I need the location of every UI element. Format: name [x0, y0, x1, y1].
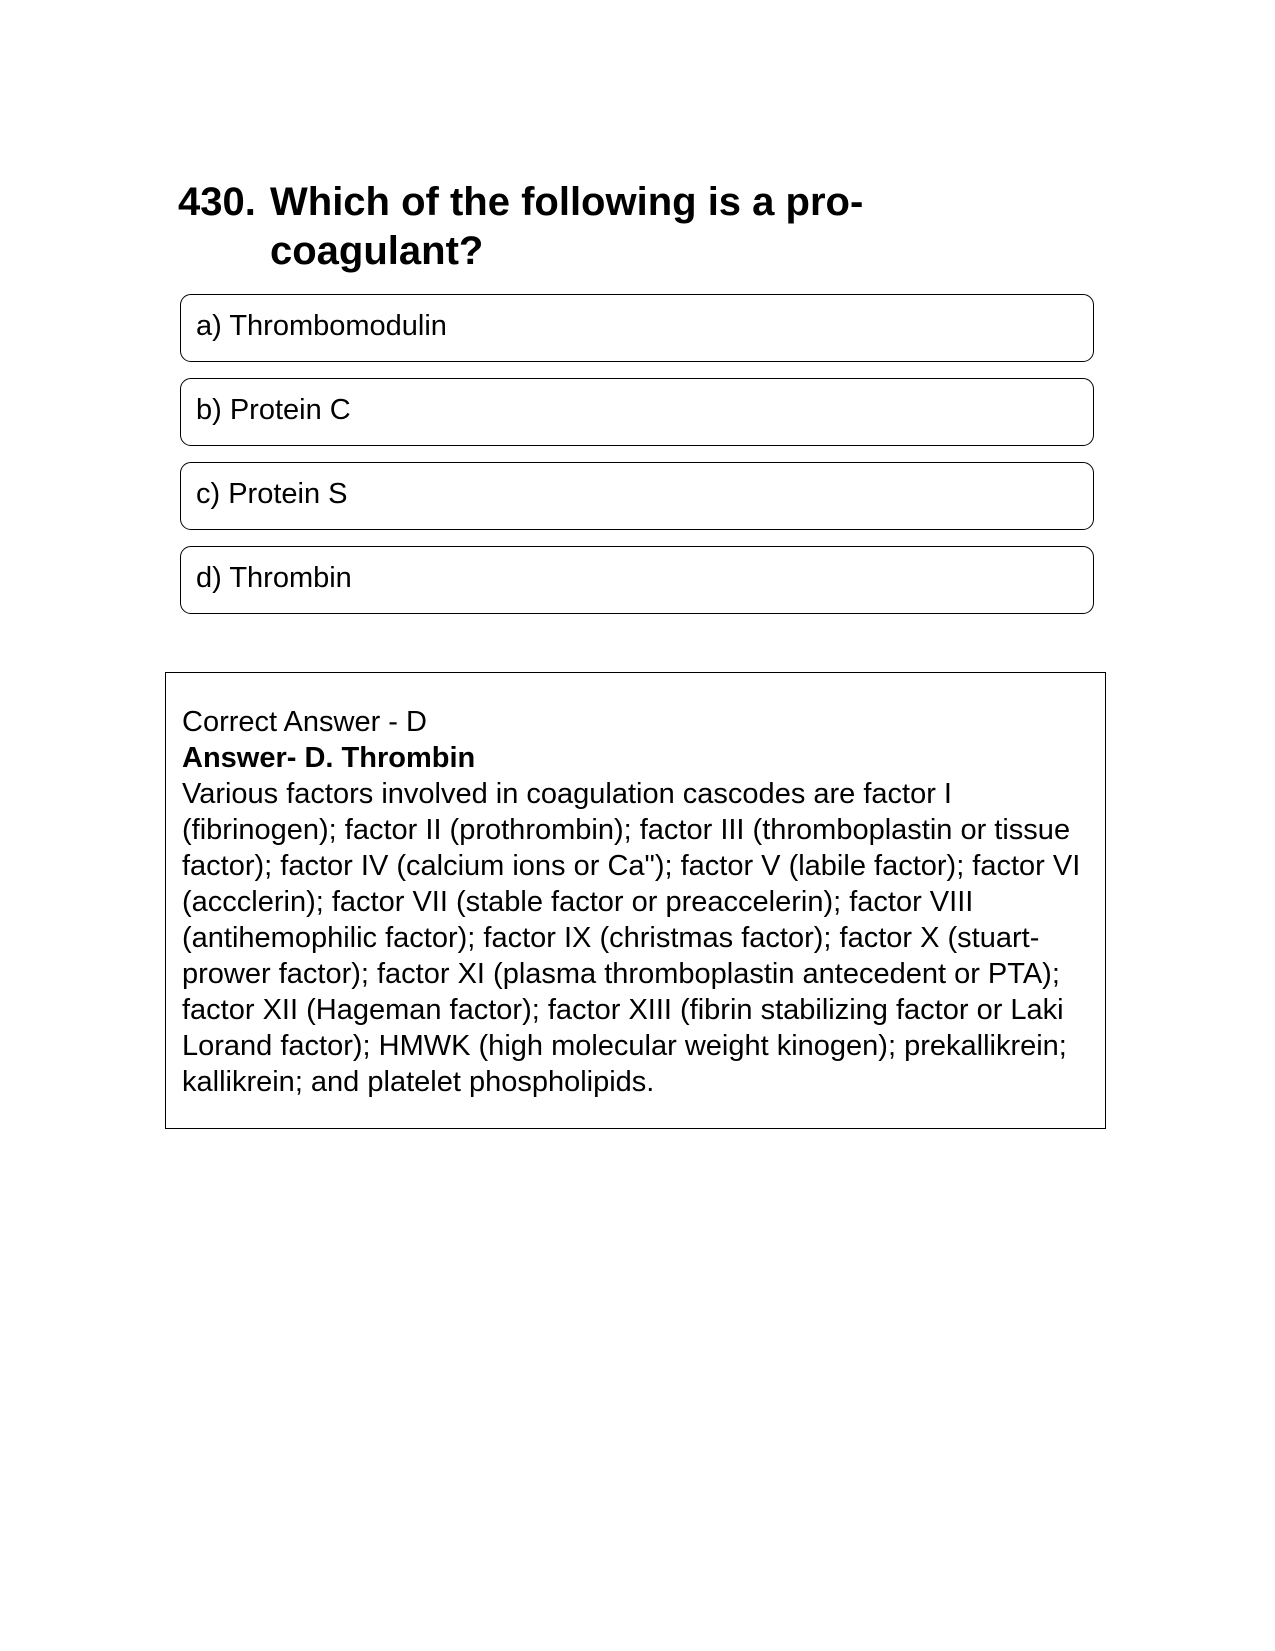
option-c[interactable]	[180, 462, 1094, 530]
answer-title: Answer- D. Thrombin	[182, 742, 476, 774]
option-b[interactable]	[180, 378, 1094, 446]
answer-explanation-text: Various factors involved in coagulation cascodes are factor I (fibrinogen); factor II (prothrombin); factor III (thromboplastin or tissue factor); factor IV (calcium ions or Ca"); factor V (labile factor); factor VI (accclerin); factor VII (stable factor or preaccelerin); factor VIII (antihemophilic factor); factor IX (christmas factor); factor X (stuart-prower factor); factor XI (plasma thromboplastin antecedent or PTA); factor XII (Hageman factor); factor XIII (fibrin stabilizing factor or Laki Lorand factor); HMWK (high molecular weight kinogen); prekallikrein; kallikrein; and platelet phospholipids.	[182, 778, 1081, 1098]
option-b-label: b) Protein C	[196, 393, 351, 426]
correct-answer-line: Correct Answer - D	[182, 706, 427, 738]
option-c-label: c) Protein S	[196, 477, 348, 510]
option-a[interactable]	[180, 294, 1094, 362]
question-number: 430.	[178, 180, 256, 224]
question-heading	[178, 178, 938, 276]
question-text: Which of the following is a pro-coagulant?	[270, 180, 864, 273]
option-d[interactable]	[180, 546, 1094, 614]
answer-explanation-box	[165, 672, 1106, 1129]
option-d-label: d) Thrombin	[196, 561, 352, 594]
option-a-label: a) Thrombomodulin	[196, 309, 447, 342]
answer-options	[180, 294, 1094, 630]
